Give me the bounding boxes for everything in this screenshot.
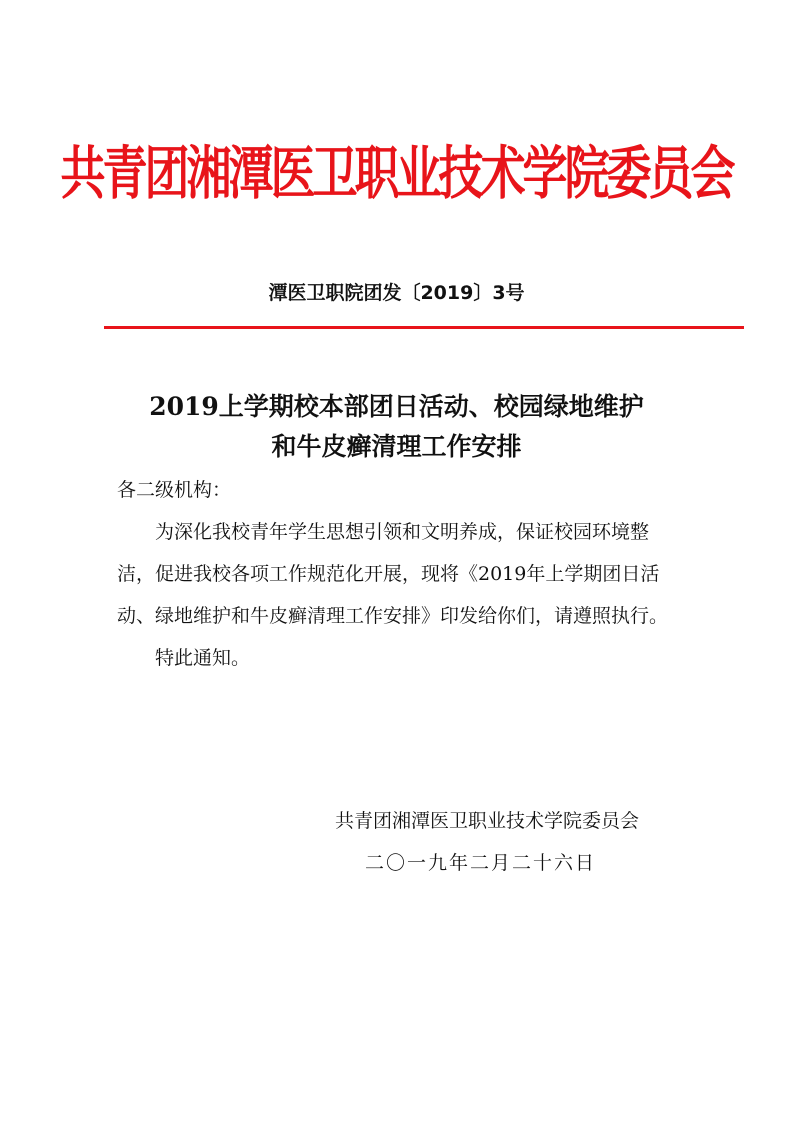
document-number: 潭医卫职院团发〔2019〕3号 — [268, 282, 525, 304]
document-title-line-1: 2019上学期校本部团日活动、校园绿地维护 — [149, 392, 644, 421]
salutation: 各二级机构： — [117, 479, 232, 501]
document-title — [60, 387, 733, 467]
signature-date: 二〇一九年二月二十六日 — [365, 852, 597, 874]
document-title-line-2: 和牛皮癣清理工作安排 — [271, 432, 522, 461]
signature-block — [335, 800, 695, 884]
body-paragraph-2: 特此通知。 — [155, 647, 251, 669]
signature-organization: 共青团湘潭医卫职业技术学院委员会 — [335, 810, 640, 832]
red-divider-line — [104, 326, 744, 329]
body-paragraph-1: 为深化我校青年学生思想引领和文明养成，保证校园环境整洁，促进我校各项工作规范化开展，现将《2019年上学期团日活动、绿地维护和牛皮癣清理工作安排》印发给你们，请遵照执行。 — [117, 521, 669, 627]
document-body — [117, 469, 682, 679]
red-header-organization: 共青团湘潭医卫职业技术学院委员会 — [60, 139, 733, 208]
